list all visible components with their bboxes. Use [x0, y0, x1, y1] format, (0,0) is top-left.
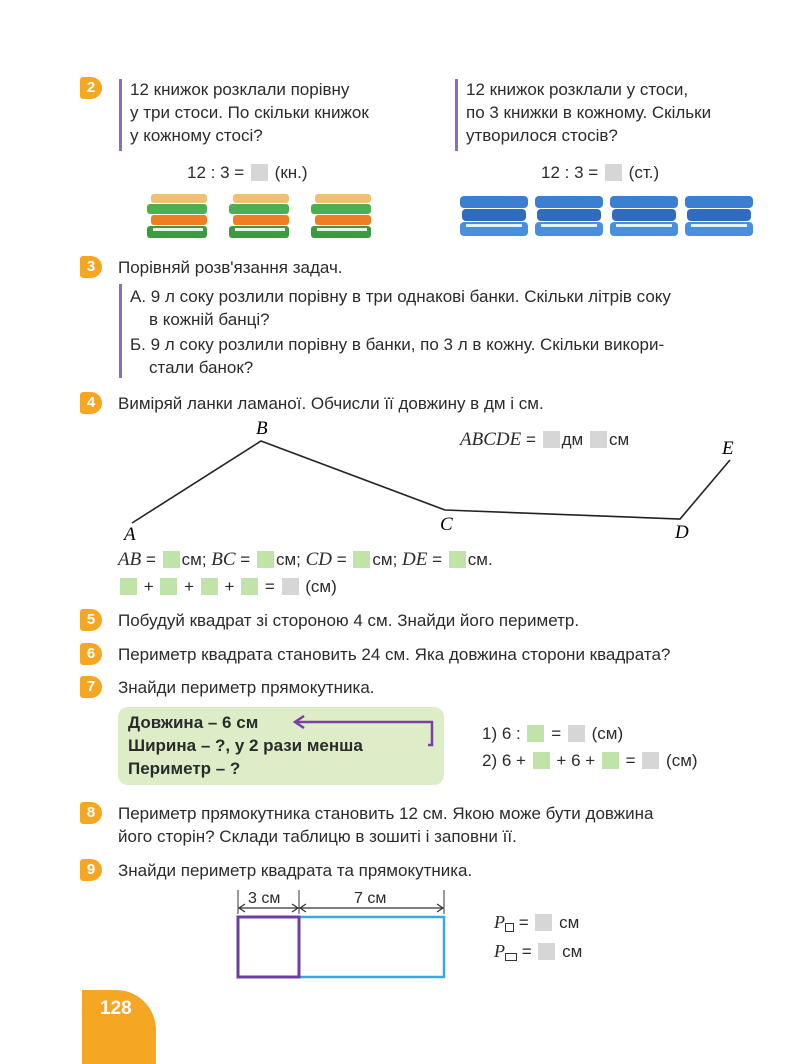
condition-width: Ширина – ?, у 2 рази менша: [128, 736, 363, 755]
task2-right-line1: 12 книжок розклали у стоси,: [466, 80, 689, 99]
task-number-8: 8: [80, 802, 102, 824]
task2-left-line3: у кожному стосі?: [130, 126, 263, 145]
answer-box[interactable]: [282, 578, 299, 595]
answer-box[interactable]: [120, 578, 137, 595]
task6-text: Периметр квадрата становить 24 см. Яка довжина сторони квадрата?: [118, 645, 671, 664]
answer-box[interactable]: [163, 551, 180, 568]
condition-perimeter: Периметр – ?: [128, 759, 241, 778]
answer-box[interactable]: [602, 752, 619, 769]
answer-box[interactable]: [160, 578, 177, 595]
task2-right-line2: по 3 книжки в кожному. Скільки: [466, 103, 712, 122]
task-divider: [119, 79, 122, 151]
polyline-abcde: [110, 410, 760, 545]
book-stack-icon: [535, 196, 603, 236]
task2-right-line3: утворилося стосів?: [466, 126, 618, 145]
answer-box[interactable]: [241, 578, 258, 595]
task8-line2: його сторін? Склади таблицю в зошиті і заповни її.: [118, 827, 517, 846]
book-stack-icon: [610, 196, 678, 236]
square-subscript-icon: [505, 923, 514, 932]
answer-box[interactable]: [449, 551, 466, 568]
task-number-2: 2: [80, 77, 102, 99]
answer-box[interactable]: [201, 578, 218, 595]
book-stack-icon: [460, 196, 528, 236]
task-number-5: 5: [80, 609, 102, 631]
answer-box[interactable]: [527, 725, 544, 742]
page-number-tab: [82, 990, 156, 1064]
task3-title: Порівняй розв'язання задач.: [118, 258, 343, 277]
book-stacks-illustration: [145, 190, 390, 242]
answer-box[interactable]: [568, 725, 585, 742]
answer-box[interactable]: [251, 164, 268, 181]
arrow-bracket-icon: [288, 715, 438, 753]
answer-box[interactable]: [257, 551, 274, 568]
task2-left-equation: 12 : 3 = (кн.): [187, 163, 308, 182]
task7-step1: 1) 6 : = (см): [482, 724, 624, 743]
task-number-7: 7: [80, 676, 102, 698]
task7-title: Знайди периметр прямокутника.: [118, 678, 375, 697]
task2-left-line2: у три стоси. По скільки книжок: [130, 103, 369, 122]
task-divider: [119, 284, 122, 378]
book-stack-icon: [311, 194, 371, 238]
square-shape: [238, 917, 299, 977]
rectangle-subscript-icon: [505, 953, 517, 961]
task-number-9: 9: [80, 859, 102, 881]
answer-box[interactable]: [642, 752, 659, 769]
point-label-d: D: [675, 522, 689, 543]
task-number-3: 3: [80, 256, 102, 278]
task7-condition-box: [118, 707, 444, 785]
page-number: 128: [100, 998, 132, 1019]
segment-sum-line: + + + = (см): [118, 575, 337, 598]
rectangle-perimeter-equation: P = см: [494, 941, 583, 961]
task2-left-line1: 12 книжок розклали порівну: [130, 80, 350, 99]
point-label-c: C: [440, 514, 453, 535]
condition-length: Довжина – 6 см: [128, 713, 259, 732]
task8-line1: Периметр прямокутника становить 12 см. Якою може бути довжина: [118, 804, 654, 823]
book-stack-icon: [229, 194, 289, 238]
task2-right-equation: 12 : 3 = (ст.): [541, 163, 660, 182]
task3-a-line1: А. 9 л соку розлили порівну в три однакові банки. Скільки літрів соку: [130, 287, 671, 306]
book-stacks-blue-illustration: [458, 190, 758, 242]
answer-box[interactable]: [533, 752, 550, 769]
task7-step2: 2) 6 + + 6 + = (см): [482, 751, 698, 770]
task3-b-line2: стали банок?: [149, 358, 254, 377]
book-stack-icon: [147, 194, 207, 238]
book-stack-icon: [685, 196, 753, 236]
point-label-b: B: [256, 418, 268, 439]
dimension-7cm: 7 см: [354, 890, 387, 907]
answer-box[interactable]: [538, 943, 555, 960]
answer-box[interactable]: [353, 551, 370, 568]
point-label-a: A: [124, 524, 136, 545]
answer-box[interactable]: [605, 164, 622, 181]
square-rectangle-figure: [230, 884, 455, 984]
task4-title: Виміряй ланки ламаної. Обчисли її довжину в дм і см.: [118, 394, 544, 413]
task-number-6: 6: [80, 643, 102, 665]
abcde-length-equation: ABCDE = дм см: [460, 429, 630, 450]
task3-a-line2: в кожній банці?: [149, 310, 270, 329]
point-label-e: E: [722, 438, 734, 459]
task3-b-line1: Б. 9 л соку розлили порівну в банки, по 3 л в кожну. Скільки викори-: [130, 335, 665, 354]
rectangle-shape: [299, 917, 444, 977]
answer-box[interactable]: [535, 914, 552, 931]
task-divider: [455, 79, 458, 151]
answer-box[interactable]: [590, 431, 607, 448]
square-perimeter-equation: P = см: [494, 912, 580, 932]
task-number-4: 4: [80, 392, 102, 414]
dimension-3cm: 3 см: [248, 890, 281, 907]
task9-title: Знайди периметр квадрата та прямокутника.: [118, 861, 473, 880]
task5-text: Побудуй квадрат зі стороною 4 см. Знайди його периметр.: [118, 611, 580, 630]
answer-box[interactable]: [543, 431, 560, 448]
segment-lengths-line: AB = см; BC = см; CD = см; DE = см.: [118, 549, 493, 570]
